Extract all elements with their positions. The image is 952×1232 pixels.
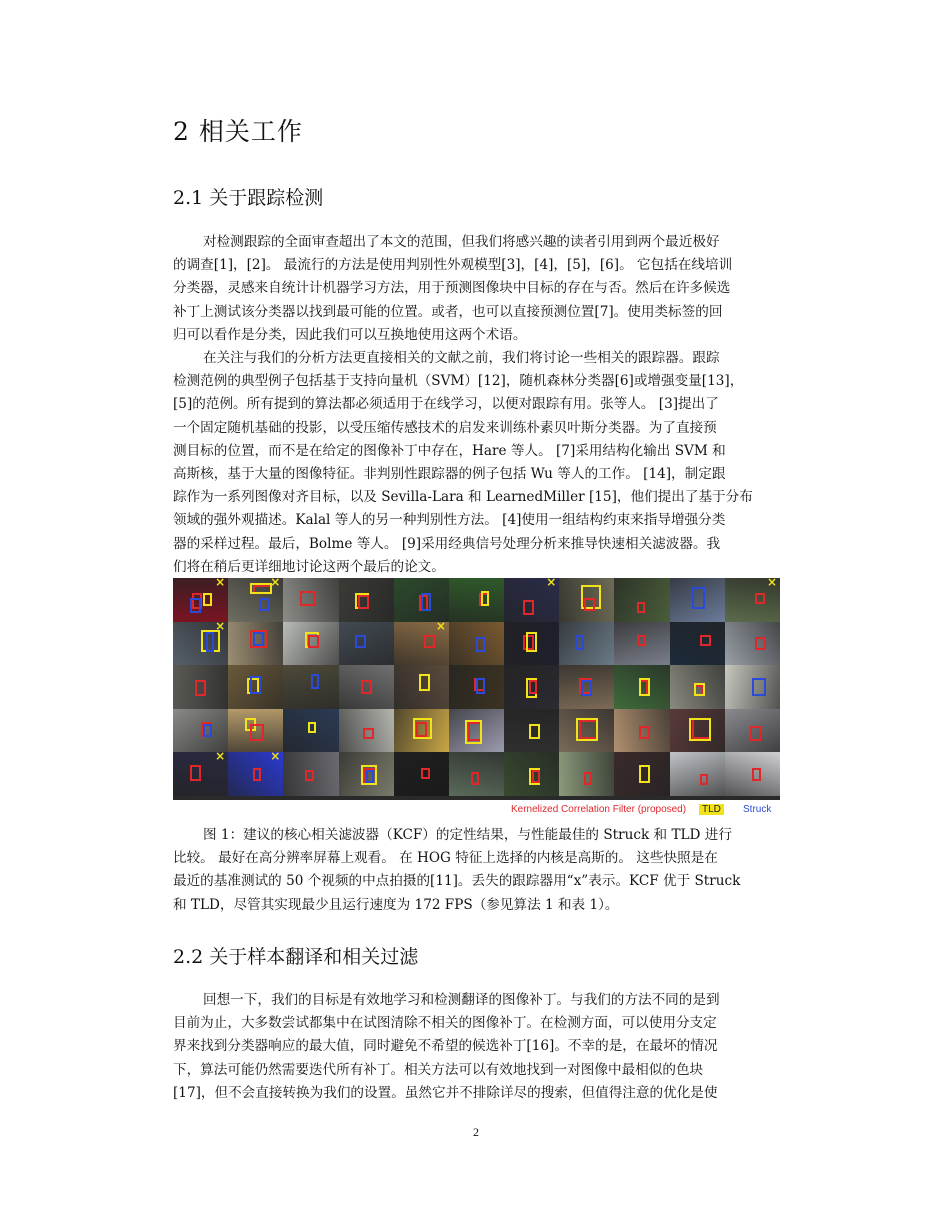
- snapshot-tile: [394, 709, 449, 753]
- tld-box: [529, 724, 540, 739]
- snapshot-tile: [725, 709, 780, 753]
- paragraph-line: 在关注与我们的分析方法更直接相关的文献之前，我们将讨论一些相关的跟踪器。跟踪: [203, 350, 720, 366]
- tld-box: [526, 632, 537, 652]
- kcf-box: [523, 600, 534, 615]
- kcf-box: [700, 635, 711, 646]
- snapshot-tile: [339, 752, 394, 796]
- struck-box: [581, 680, 592, 695]
- legend-kcf: Kernelized Correlation Filter (proposed): [511, 804, 687, 815]
- legend-tld: TLD: [699, 804, 724, 815]
- snapshot-tile: [559, 622, 614, 666]
- paragraph-2: [173, 347, 781, 579]
- snapshot-tile: [339, 578, 394, 622]
- snapshot-grid: [173, 578, 780, 796]
- paragraph-line: [5]的范例。所有提到的算法都必须适用于在线学习，以便对跟踪有用。张等人。 [3]提出了: [173, 396, 719, 413]
- snapshot-tile: [228, 622, 283, 666]
- tld-box: [694, 683, 705, 696]
- section-heading: 2 相关工作: [173, 117, 303, 146]
- tld-box: [689, 718, 711, 742]
- snapshot-tile: [283, 752, 338, 796]
- snapshot-tile: [173, 622, 228, 666]
- tld-box: [308, 722, 316, 733]
- lost-tracker-marker: ×: [546, 578, 557, 589]
- struck-box: [311, 674, 319, 689]
- paragraph-line: 器的采样过程。最后，Bolme 等人。 [9]采用经典信号处理分析来推导快速相关滤波器。我: [173, 535, 721, 552]
- tld-box: [203, 593, 211, 606]
- struck-box: [206, 632, 214, 652]
- kcf-box: [363, 728, 374, 739]
- paragraph-line: 归可以看作是分类，因此我们可以互换地使用这两个术语。: [173, 326, 527, 343]
- snapshot-tile: [504, 752, 559, 796]
- snapshot-tile: [283, 578, 338, 622]
- lost-tracker-marker: ×: [215, 621, 226, 633]
- snapshot-tile: [449, 622, 504, 666]
- struck-box: [190, 598, 201, 613]
- kcf-box: [700, 774, 708, 785]
- kcf-box: [358, 595, 369, 608]
- kcf-box: [250, 724, 264, 741]
- paragraph-line: 领域的强外观描述。Kalal 等人的另一种判别性方法。 [4]使用一组结构约束来指导增强分类: [173, 512, 726, 529]
- snapshot-tile: [614, 752, 669, 796]
- paragraph-line: [17]，但不会直接转换为我们的设置。虽然它并不排除详尽的搜索，但值得注意的优化是使: [173, 1084, 718, 1101]
- snapshot-tile: [283, 622, 338, 666]
- kcf-box: [471, 772, 479, 785]
- snapshot-tile: [228, 665, 283, 709]
- tld-box: [419, 674, 430, 691]
- kcf-box: [639, 726, 650, 739]
- snapshot-tile: [504, 578, 559, 622]
- snapshot-tile: [449, 578, 504, 622]
- paragraph-line: 的调查[1]，[2]。 最流行的方法是使用判别性外观模型[3]，[4]，[5]，[6]。 它包括在线培训: [173, 257, 733, 274]
- tld-box: [576, 718, 598, 742]
- snapshot-tile: [670, 752, 725, 796]
- paragraph-line: 一个固定随机基础的投影，以受压缩传感技术的启发来训练朴素贝叶斯分类器。为了直接预: [173, 419, 717, 436]
- struck-box: [259, 598, 270, 611]
- paragraph-line: 分类器，灵感来自统计计机器学习方法，用于预测图像块中目标的存在与否。然后在许多候选: [173, 280, 731, 297]
- paragraph-line: 踪作为一系列图像对齐目标，以及 Sevilla-Lara 和 LearnedMiller [15]，他们提出了基于分布: [173, 489, 753, 506]
- kcf-box: [532, 770, 540, 783]
- snapshot-tile: [283, 709, 338, 753]
- figure-tracking-results: [173, 578, 780, 800]
- snapshot-tile: [449, 665, 504, 709]
- snapshot-tile: [670, 665, 725, 709]
- snapshot-tile: [670, 578, 725, 622]
- struck-box: [421, 593, 431, 610]
- paragraph-line: 目前为止，大多数尝试都集中在试图清除不相关的图像补丁。在检测方面，可以使用分支定: [173, 1015, 717, 1032]
- tld-box: [639, 765, 650, 782]
- kcf-box: [755, 637, 766, 650]
- lost-tracker-marker: ×: [435, 621, 446, 633]
- kcf-box: [752, 768, 760, 781]
- paragraph-1: [173, 231, 781, 347]
- figure-legend: [173, 803, 780, 817]
- paragraph-line: 高斯核，基于大量的图像特征。非判别性跟踪器的例子包括 Wu 等人的工作。 [14]，制定跟: [173, 466, 726, 483]
- struck-box: [476, 637, 484, 652]
- snapshot-tile: [449, 752, 504, 796]
- struck-box: [752, 678, 766, 695]
- snapshot-tile: [173, 578, 228, 622]
- struck-box: [476, 678, 484, 693]
- snapshot-tile: [394, 622, 449, 666]
- snapshot-tile: [504, 622, 559, 666]
- snapshot-tile: [504, 709, 559, 753]
- kcf-box: [637, 635, 645, 646]
- snapshot-tile: [559, 578, 614, 622]
- snapshot-tile: [559, 709, 614, 753]
- snapshot-tile: [614, 709, 669, 753]
- snapshot-tile: [394, 665, 449, 709]
- snapshot-tile: [614, 665, 669, 709]
- tld-box: [465, 720, 482, 744]
- struck-box: [692, 587, 706, 609]
- kcf-box: [416, 722, 427, 737]
- snapshot-tile: [339, 709, 394, 753]
- caption-line: 最近的基准测试的 50 个视频的中点拍摄的[11]。丢失的跟踪器用“x”表示。KCF 优于 Struck: [173, 873, 741, 890]
- snapshot-tile: [228, 709, 283, 753]
- kcf-box: [755, 593, 765, 604]
- snapshot-tile: [670, 622, 725, 666]
- kcf-box: [253, 768, 261, 781]
- snapshot-tile: [614, 622, 669, 666]
- kcf-box: [750, 726, 761, 741]
- snapshot-tile: [504, 665, 559, 709]
- struck-box: [203, 724, 211, 737]
- struck-box: [366, 770, 374, 783]
- kcf-box: [361, 680, 372, 693]
- kcf-box: [300, 591, 317, 606]
- kcf-box: [308, 635, 319, 648]
- subsection-heading-2-1: 2.1 关于跟踪检测: [173, 187, 324, 209]
- struck-box: [576, 635, 584, 650]
- legend-struck: Struck: [743, 804, 772, 815]
- lost-tracker-marker: ×: [270, 752, 281, 764]
- snapshot-tile: [725, 622, 780, 666]
- snapshot-tile: [725, 752, 780, 796]
- kcf-box: [421, 768, 429, 779]
- lost-tracker-marker: ×: [766, 578, 777, 589]
- paragraph-line: 补丁上测试该分类器以找到最可能的位置。或者，也可以直接预测位置[7]。使用类标签的回: [173, 303, 723, 320]
- snapshot-tile: [725, 665, 780, 709]
- paragraph-line: 们将在稍后更详细地讨论这两个最后的论文。: [173, 558, 445, 575]
- lost-tracker-marker: ×: [215, 578, 226, 589]
- snapshot-tile: [173, 665, 228, 709]
- kcf-box: [424, 635, 435, 648]
- snapshot-tile: [173, 752, 228, 796]
- tld-box: [481, 591, 489, 606]
- caption-line: 和 TLD，尽管其实现最少且运行速度为 172 FPS（参见算法 1 和表 1）。: [173, 896, 619, 913]
- tld-box: [639, 678, 650, 695]
- snapshot-tile: [559, 752, 614, 796]
- paragraph-line: 测目标的位置，而不是在给定的图像补丁中存在，Hare 等人。 [7]采用结构化输出 SVM 和: [173, 442, 726, 459]
- paragraph-line: 下，算法可能仍然需要迭代所有补丁。相关方法可以有效地找到一对图像中最相似的色块: [173, 1061, 704, 1078]
- snapshot-tile: [173, 709, 228, 753]
- snapshot-tile: [725, 578, 780, 622]
- kcf-box: [584, 772, 592, 785]
- kcf-box: [584, 598, 595, 611]
- struck-box: [250, 676, 261, 693]
- page-number: 2: [473, 1125, 479, 1139]
- lost-tracker-marker: ×: [215, 752, 226, 764]
- figure-caption: [173, 824, 781, 917]
- struck-box: [253, 632, 264, 645]
- paragraph-3: [173, 989, 781, 1105]
- paragraph-line: 回想一下，我们的目标是有效地学习和检测翻译的图像补丁。与我们的方法不同的是到: [203, 992, 720, 1008]
- caption-line: 图 1：建议的核心相关滤波器（KCF）的定性结果，与性能最佳的 Struck 和 TLD 进行: [203, 827, 732, 843]
- tld-box: [250, 583, 272, 594]
- kcf-box: [529, 680, 537, 693]
- kcf-box: [305, 770, 313, 781]
- snapshot-tile: [394, 752, 449, 796]
- lost-tracker-marker: ×: [270, 578, 281, 589]
- snapshot-tile: [559, 665, 614, 709]
- snapshot-tile: [670, 709, 725, 753]
- subsection-heading-2-2: 2.2 关于样本翻译和相关过滤: [173, 946, 419, 968]
- snapshot-tile: [228, 578, 283, 622]
- caption-line: 比较。 最好在高分辨率屏幕上观看。 在 HOG 特征上选择的内核是高斯的。 这些快照是在: [173, 850, 718, 867]
- snapshot-tile: [228, 752, 283, 796]
- paragraph-line: 对检测跟踪的全面审查超出了本文的范围，但我们将感兴趣的读者引用到两个最近极好: [203, 234, 720, 250]
- kcf-box: [637, 602, 645, 613]
- paragraph-line: 检测范例的典型例子包括基于支持向量机（SVM）[12]，随机森林分类器[6]或增强变量[13]，: [173, 373, 744, 390]
- kcf-box: [195, 680, 206, 695]
- snapshot-tile: [614, 578, 669, 622]
- snapshot-tile: [339, 622, 394, 666]
- snapshot-tile: [449, 709, 504, 753]
- struck-box: [355, 635, 366, 648]
- snapshot-tile: [394, 578, 449, 622]
- paragraph-line: 界来找到分类器响应的最大值，同时避免不希望的候选补丁[16]。不幸的是，在最坏的情况: [173, 1038, 718, 1055]
- snapshot-tile: [283, 665, 338, 709]
- kcf-box: [190, 765, 201, 780]
- snapshot-tile: [339, 665, 394, 709]
